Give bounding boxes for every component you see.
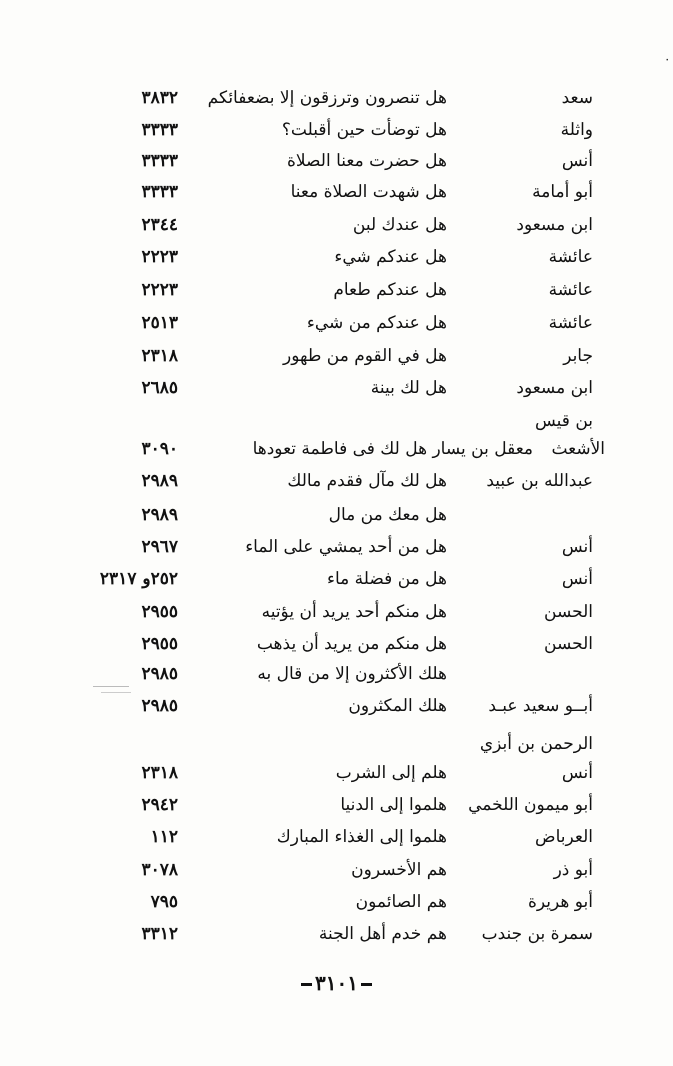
hadith-number: ٢٢٢٣ xyxy=(141,247,178,267)
narrator: أبو هريرة xyxy=(527,892,593,912)
index-row xyxy=(0,821,673,853)
dash-mark xyxy=(301,983,312,986)
index-row xyxy=(0,307,673,339)
narrator: ابن مسعود xyxy=(516,378,593,398)
hadith-text: هل حضرت معنا الصلاة xyxy=(287,151,447,171)
hadith-number: ٢٥١٣ xyxy=(141,313,178,333)
hadith-number: ٣٣٣٣ xyxy=(141,151,178,171)
index-row xyxy=(0,176,673,208)
index-row xyxy=(0,918,673,950)
page-number-text: ٣١٠١ xyxy=(315,971,358,995)
hadith-number: ٢٩٨٥ xyxy=(141,664,178,684)
narrator: الرحمن بن أبزي xyxy=(479,734,593,754)
hadith-number: ١١٢ xyxy=(150,827,178,847)
narrator: العرباض xyxy=(535,827,593,847)
hadith-number: ٢٩٥٥ xyxy=(141,634,178,654)
index-row xyxy=(0,854,673,886)
index-row xyxy=(0,499,673,531)
narrator: أنس xyxy=(561,763,593,783)
hadith-number: ٣٣١٢ xyxy=(141,924,178,944)
index-row xyxy=(0,274,673,306)
narrator: أنس xyxy=(561,569,593,589)
hadith-text: هل شهدت الصلاة معنا xyxy=(290,182,447,202)
index-row xyxy=(0,433,673,465)
hadith-text: هل توضأت حين أقبلت؟ xyxy=(281,120,447,140)
narrator: الحسن xyxy=(544,634,593,654)
narrator: أبو أمامة xyxy=(532,182,593,202)
hadith-text: هم الأخسرون xyxy=(351,860,447,880)
hadith-number: ٣٠٧٨ xyxy=(141,860,178,880)
hadith-text: هم الصائمون xyxy=(355,892,447,912)
hadith-text: هل عندكم من شيء xyxy=(306,313,447,333)
hadith-text: هل من فضلة ماء xyxy=(327,569,447,589)
hadith-number: ٢٩٤٢ xyxy=(141,795,178,815)
index-row xyxy=(0,757,673,789)
hadith-text: هل تنصرون وترزقون إلا بضعفائكم xyxy=(207,88,447,108)
hadith-number: ٣٨٣٢ xyxy=(141,88,178,108)
hadith-number: ٧٩٥ xyxy=(150,892,178,912)
hadith-number: ٢٩٨٥ xyxy=(141,696,178,716)
corner-mark: ٠ xyxy=(664,52,671,66)
hadith-text: هل عندك لبن xyxy=(352,215,447,235)
narrator: سمرة بن جندب xyxy=(481,924,593,944)
index-row xyxy=(0,209,673,241)
hadith-text: هل منكم من يريد أن يذهب xyxy=(256,634,447,654)
index-row xyxy=(0,114,673,146)
index-row xyxy=(0,82,673,114)
index-row xyxy=(0,340,673,372)
hadith-text: هل عندكم شيء xyxy=(334,247,447,267)
hadith-number: ٢٣٤٤ xyxy=(141,215,178,235)
index-row xyxy=(0,886,673,918)
page-number xyxy=(0,968,673,998)
hadith-text: هلك الأكثرون إلا من قال به xyxy=(257,664,447,684)
hadith-number: ٢٥٢و ٢٣١٧ xyxy=(99,569,178,589)
hadith-text: هل لك مآل فقدم مالك xyxy=(287,471,447,491)
narrator: عائشة xyxy=(548,280,593,300)
narrator: جابر xyxy=(563,346,593,366)
narrator: ابن مسعود xyxy=(516,215,593,235)
hadith-number: ٢٩٦٧ xyxy=(141,537,178,557)
narrator: الحسن xyxy=(544,602,593,622)
narrator: بن قيس xyxy=(534,411,593,431)
index-row xyxy=(0,563,673,595)
hadith-text: هل من أحد يمشي على الماء xyxy=(245,537,447,557)
index-row xyxy=(0,628,673,660)
hadith-text: هل في القوم من طهور xyxy=(283,346,447,366)
index-row xyxy=(0,531,673,563)
index-row xyxy=(0,465,673,497)
narrator: الأشعث xyxy=(551,439,605,459)
hadith-number: ٢٩٥٥ xyxy=(141,602,178,622)
hadith-text: هلموا إلى الدنيا xyxy=(340,795,447,815)
hadith-number: ٢٢٢٣ xyxy=(141,280,178,300)
hadith-text: هل معك من مال xyxy=(328,505,447,525)
hadith-text: هلك المكثرون xyxy=(348,696,447,716)
hadith-text: هل عندكم طعام xyxy=(333,280,447,300)
hadith-number: ٢٩٨٩ xyxy=(141,471,178,491)
index-row xyxy=(0,690,673,722)
hadith-text: هلموا إلى الغذاء المبارك xyxy=(276,827,447,847)
hadith-number: ٢٩٨٩ xyxy=(141,505,178,525)
hadith-number: ٢٣١٨ xyxy=(141,346,178,366)
index-row xyxy=(0,596,673,628)
hadith-number: ٣٣٣٣ xyxy=(141,120,178,140)
hadith-number: ٢٣١٨ xyxy=(141,763,178,783)
index-row xyxy=(0,241,673,273)
narrator: عائشة xyxy=(548,247,593,267)
index-row xyxy=(0,145,673,177)
hadith-number: ٣٣٣٣ xyxy=(141,182,178,202)
index-row xyxy=(0,728,673,760)
narrator: عبدالله بن عبيد xyxy=(486,471,593,491)
narrator: أبو ذر xyxy=(553,860,593,880)
dash-mark xyxy=(361,983,372,986)
hadith-text: معقل بن يسار هل لك فى فاطمة تعودها xyxy=(252,439,533,459)
narrator: أنس xyxy=(561,537,593,557)
index-row xyxy=(0,372,673,404)
hadith-text: هل منكم أحد يريد أن يؤتيه xyxy=(261,602,447,622)
narrator: عائشة xyxy=(548,313,593,333)
hadith-text: هل لك بينة xyxy=(370,378,447,398)
hadith-text: هم خدم أهل الجنة xyxy=(318,924,447,944)
narrator: أبــو سعيد عبـد xyxy=(488,696,593,716)
hadith-number: ٢٦٨٥ xyxy=(141,378,178,398)
index-row xyxy=(0,789,673,821)
narrator: سعد xyxy=(561,88,593,108)
hadith-number: ٣٠٩٠ xyxy=(141,439,178,459)
hadith-text: هلم إلى الشرب xyxy=(335,763,447,783)
narrator: واثلة xyxy=(560,120,593,140)
narrator: أبو ميمون اللخمي xyxy=(468,795,593,815)
narrator: أنس xyxy=(561,151,593,171)
